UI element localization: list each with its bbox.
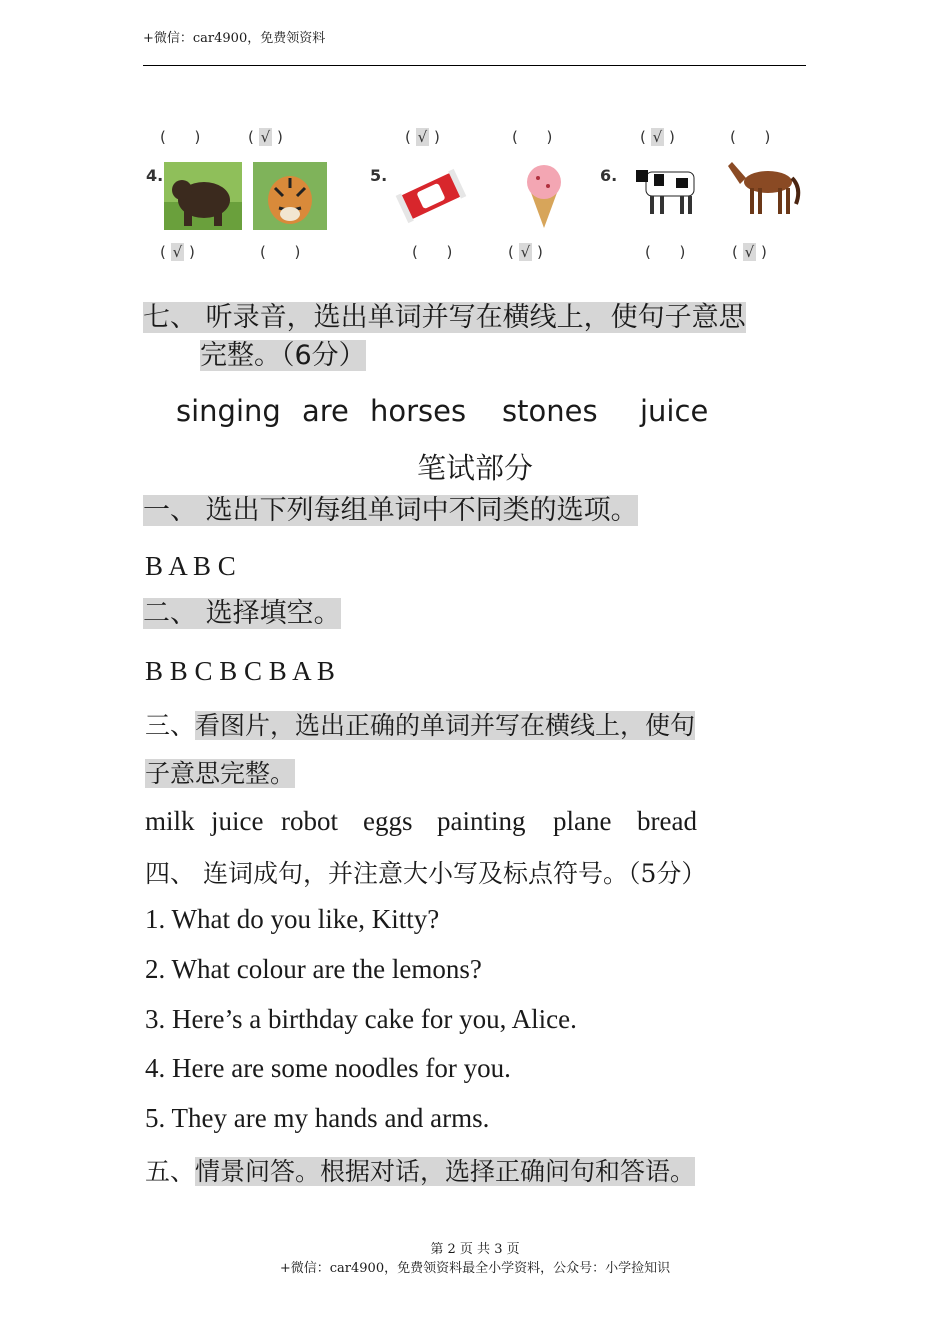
candy-image	[395, 165, 467, 227]
word-bread: bread	[637, 806, 697, 836]
sentence-4: 4. Here are some noodles for you.	[145, 1053, 511, 1083]
check-mark-icon: √	[652, 128, 663, 146]
sentence-3: 3. Here’s a birthday cake for you, Alice.	[145, 1004, 577, 1034]
sentence-2: 2. What colour are the lemons?	[145, 954, 482, 984]
check-mark-icon: √	[520, 243, 531, 261]
word-milk: milk	[145, 806, 195, 836]
paren-bottom-5: ( )	[645, 243, 686, 261]
header-divider	[143, 65, 806, 66]
section7-title-line1: 七、 听录音，选出单词并写在横线上，使句子意思	[143, 302, 746, 333]
paren-top-5: ( √ )	[640, 128, 675, 146]
word-horses: horses	[370, 394, 467, 428]
word-juice: juice	[640, 394, 709, 428]
cow-image	[632, 162, 706, 218]
footer-note: +微信：car4900，免费领资料最全小学资料，公众号：小学捡知识	[279, 1261, 671, 1276]
paren-top-3: ( √ )	[405, 128, 440, 146]
section3-title-line1: 三、看图片，选出正确的单词并写在横线上，使句	[145, 711, 696, 740]
section3-prefix: 三、	[145, 711, 196, 740]
paren-top-4: ( )	[512, 128, 553, 146]
question-number-4: 4.	[146, 166, 164, 185]
tiger-image	[253, 162, 327, 230]
word-robot: robot	[281, 806, 338, 836]
paren-top-2: ( √ )	[248, 128, 283, 146]
check-mark-icon: √	[744, 243, 755, 261]
section5-prefix: 五、	[145, 1157, 196, 1186]
question-number-5: 5.	[370, 166, 388, 185]
check-mark-icon: √	[417, 128, 428, 146]
check-mark-icon: √	[260, 128, 271, 146]
paren-bottom-6: ( √ )	[732, 243, 767, 261]
word-singing: singing	[176, 394, 281, 428]
section7-title-line2: 完整。（6分）	[200, 340, 366, 371]
paren-bottom-4: ( √ )	[508, 243, 543, 261]
section1-answer: B A B C	[145, 551, 236, 581]
word-juice-2: juice	[211, 806, 264, 836]
section2-title: 二、 选择填空。	[143, 598, 341, 629]
word-are: are	[302, 394, 349, 428]
ice-cream-image	[518, 160, 570, 230]
word-eggs: eggs	[363, 806, 413, 836]
question-number-6: 6.	[600, 166, 618, 185]
check-mark-icon: √	[172, 243, 183, 261]
paren-bottom-1: ( √ )	[160, 243, 195, 261]
section2-answer: B B C B C B A B	[145, 656, 335, 686]
section5-title: 五、情景问答。根据对话，选择正确问句和答语。	[145, 1157, 696, 1186]
paren-bottom-3: ( )	[412, 243, 453, 261]
page-number: 第 2 页 共 3 页	[430, 1242, 520, 1257]
horse-image	[724, 154, 804, 218]
paren-top-6: ( )	[730, 128, 771, 146]
section3-title-line2: 子意思完整。	[145, 759, 296, 788]
section4-title: 四、 连词成句，并注意大小写及标点符号。（5分）	[145, 859, 707, 888]
paren-top-1: ( )	[160, 128, 201, 146]
sentence-1: 1. What do you like, Kitty?	[145, 904, 440, 934]
word-painting: painting	[437, 806, 526, 836]
paren-bottom-2: ( )	[260, 243, 301, 261]
header-note: +微信：car4900，免费领资料	[143, 31, 326, 46]
word-plane: plane	[553, 806, 612, 836]
sentence-5: 5. They are my hands and arms.	[145, 1103, 490, 1133]
section1-title: 一、 选出下列每组单词中不同类的选项。	[143, 495, 638, 526]
bear-image	[164, 162, 242, 230]
written-part-title: 笔试部分	[416, 451, 533, 485]
word-stones: stones	[502, 394, 598, 428]
